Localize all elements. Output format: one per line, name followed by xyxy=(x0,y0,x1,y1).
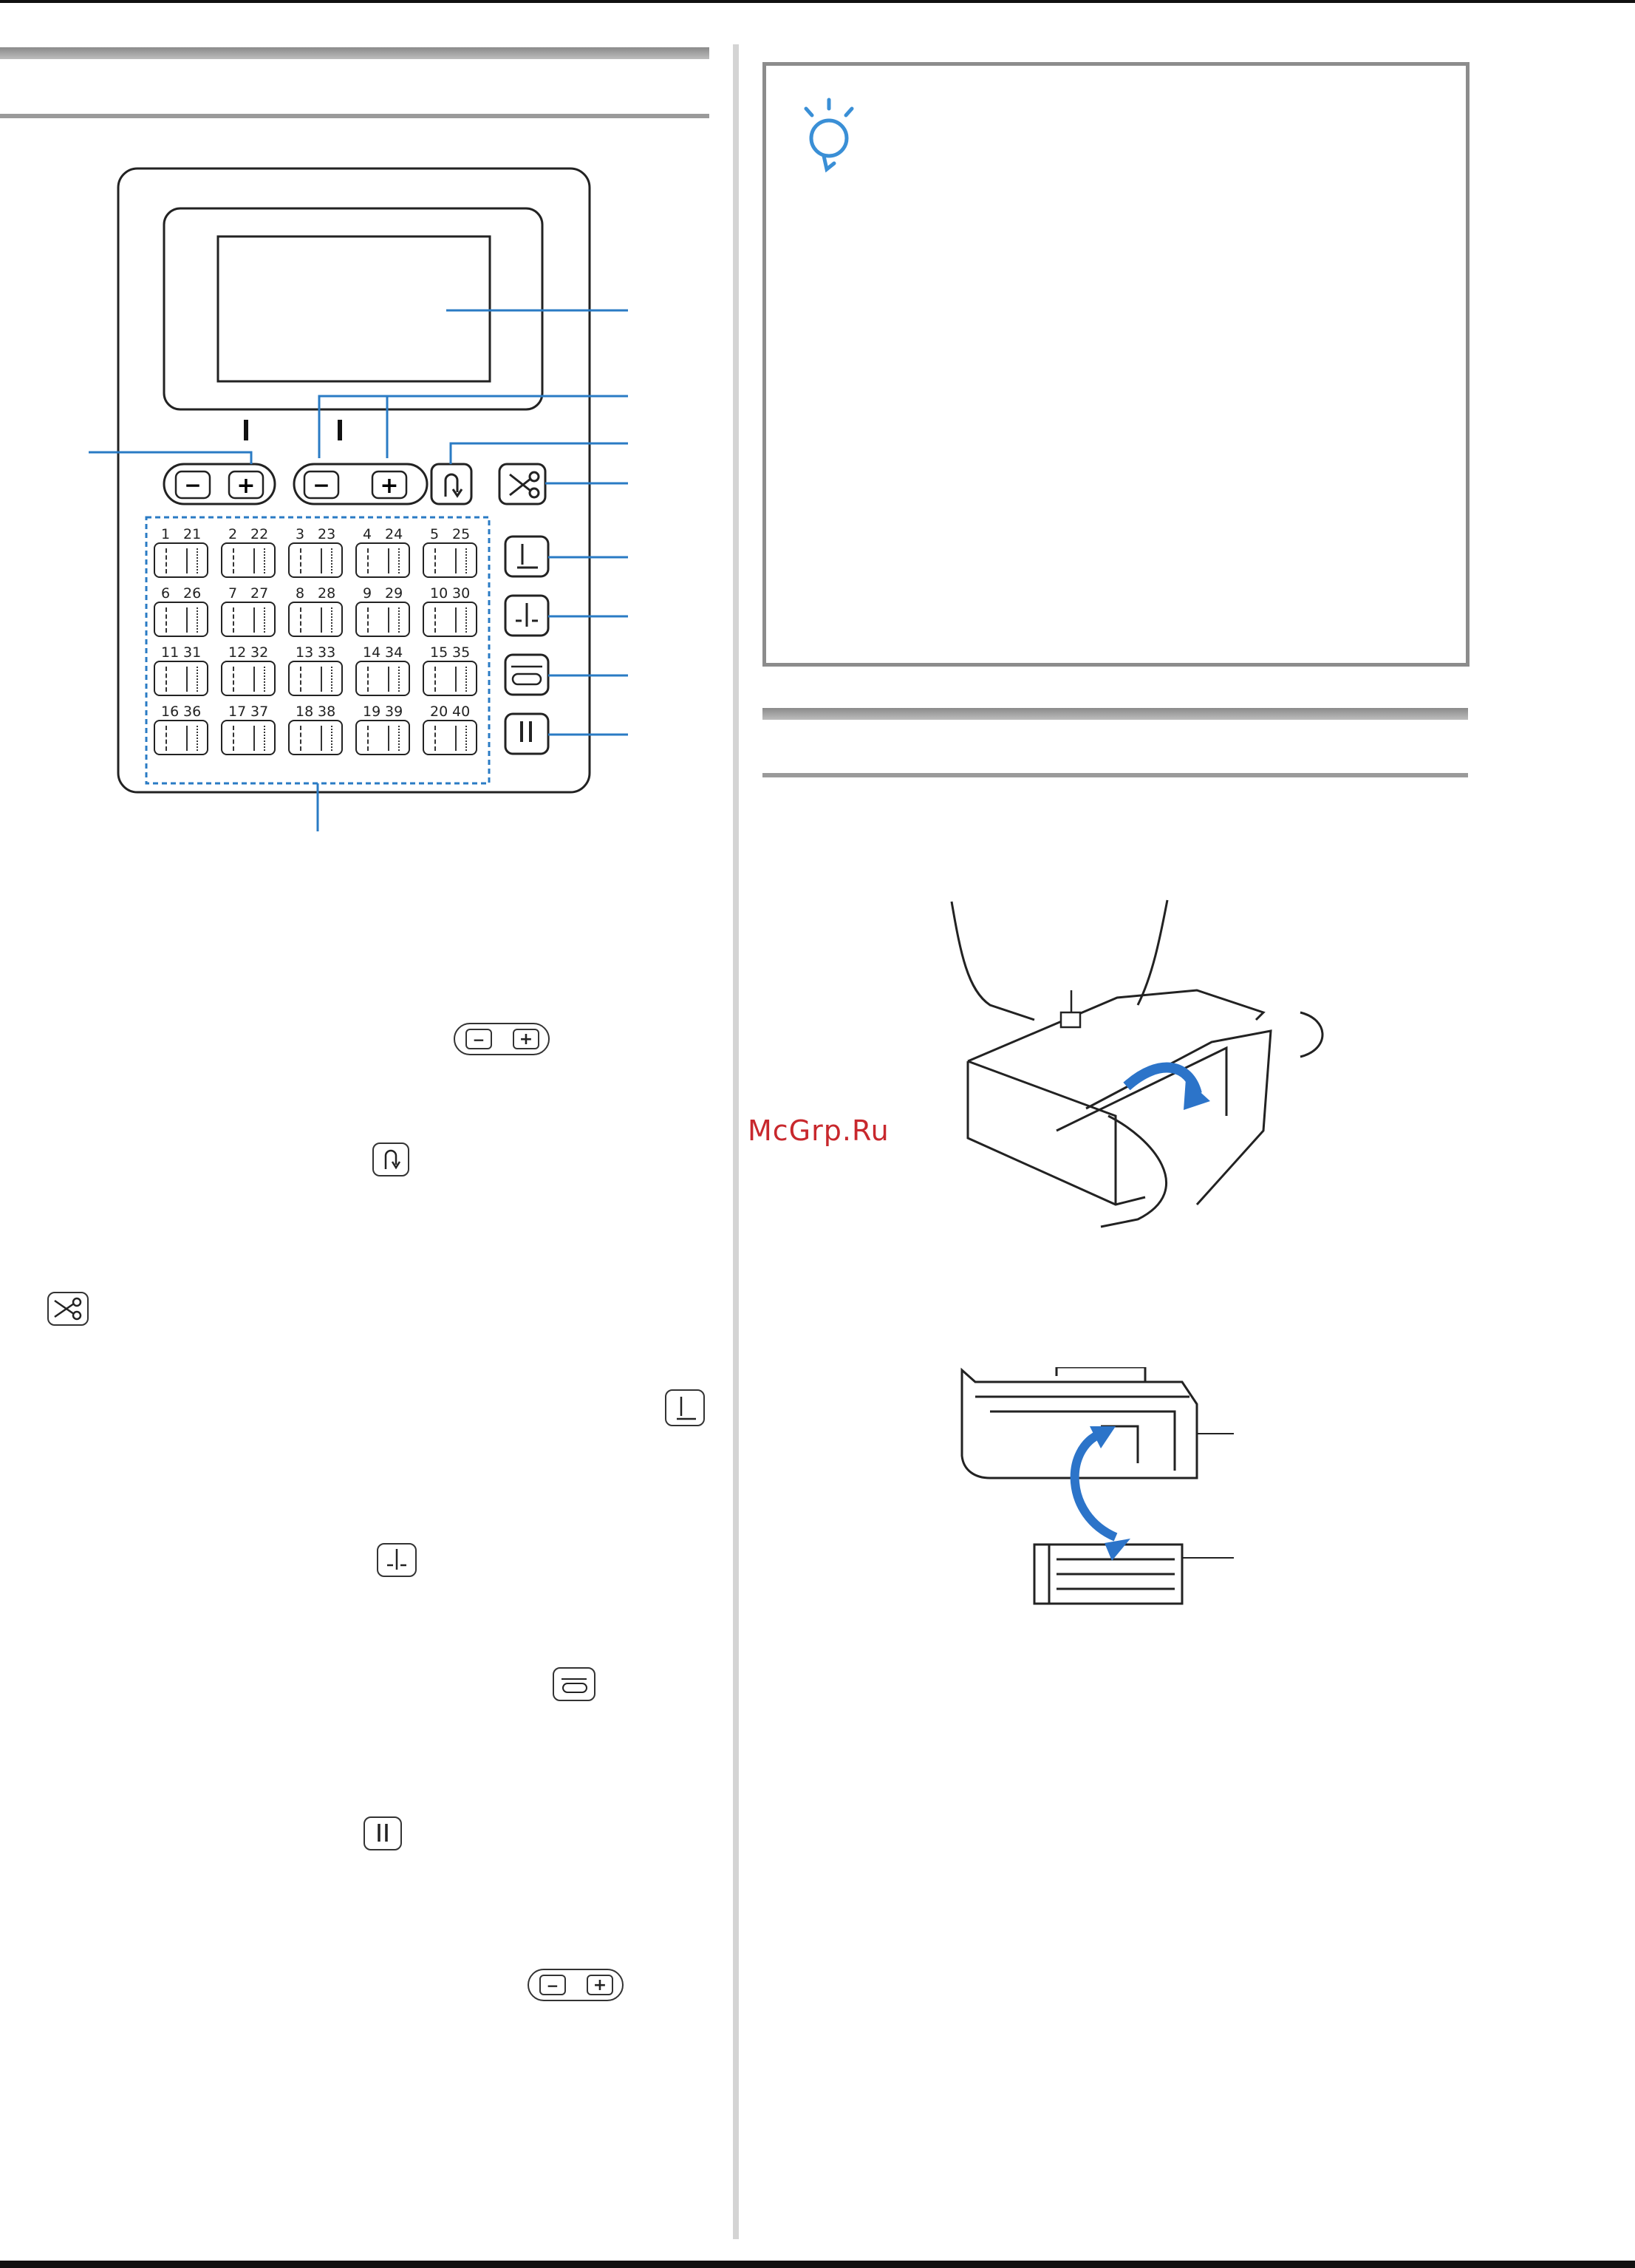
speed-plus-label: + xyxy=(236,473,256,499)
stitch-pattern-icon xyxy=(455,667,467,692)
width-minus-label: − xyxy=(313,473,330,497)
note-lightbulb-icon xyxy=(796,95,862,177)
inline-presser-foot-icon xyxy=(665,1389,705,1426)
stitch-number: 6 xyxy=(161,585,171,602)
stitch-pattern-icon xyxy=(165,548,174,573)
stitch-pattern-icon xyxy=(233,726,242,751)
inline-minus-plus-pill-2 xyxy=(528,1969,624,2001)
inline-reverse-stitch-icon xyxy=(372,1142,409,1176)
stitch-pattern-icon xyxy=(434,726,443,751)
stitch-number: 17 xyxy=(228,704,247,720)
width-indicator-mark xyxy=(338,420,342,440)
inline-scissors-icon xyxy=(47,1292,89,1326)
stitch-pattern-icon xyxy=(165,667,174,692)
stitch-button-frame xyxy=(423,720,477,755)
stitch-number: 3 xyxy=(296,526,305,542)
section-header-bar xyxy=(0,47,709,59)
stitch-number: 18 xyxy=(296,704,314,720)
stitch-button-frame xyxy=(221,602,276,637)
stitch-number-alt: 28 xyxy=(318,585,336,602)
stitch-pattern-icon xyxy=(388,607,400,633)
stitch-number-alt: 39 xyxy=(385,704,403,720)
stitch-button-2[interactable] xyxy=(221,526,279,579)
section-header-rule xyxy=(0,114,709,118)
stitch-pattern-icon xyxy=(253,726,265,751)
stitch-pattern-icon xyxy=(455,607,467,633)
stitch-pattern-icon xyxy=(388,726,400,751)
stitch-number-alt: 23 xyxy=(318,526,336,542)
stitch-pattern-icon xyxy=(321,726,332,751)
stitch-number-alt: 27 xyxy=(250,585,269,602)
stitch-number-alt: 33 xyxy=(318,644,336,661)
stitch-number: 19 xyxy=(363,704,381,720)
stitch-pattern-icon xyxy=(165,726,174,751)
stitch-number: 9 xyxy=(363,585,372,602)
stitch-button-1[interactable] xyxy=(154,526,211,579)
stitch-button-3[interactable] xyxy=(288,526,346,579)
stitch-pattern-icon xyxy=(165,607,174,633)
stitch-number-alt: 22 xyxy=(250,526,269,542)
stitch-number-alt: 29 xyxy=(385,585,403,602)
inline-needle-position-icon xyxy=(377,1543,417,1577)
stitch-button-14[interactable] xyxy=(355,644,413,698)
stitch-button-17[interactable] xyxy=(221,704,279,757)
stitch-button-frame xyxy=(423,542,477,578)
stitch-button-8[interactable] xyxy=(288,585,346,638)
page-top-rule xyxy=(0,0,1635,3)
stitch-pattern-icon xyxy=(367,607,376,633)
stitch-button-frame xyxy=(288,602,343,637)
stitch-number: 5 xyxy=(430,526,440,542)
stitch-pattern-icon xyxy=(300,548,309,573)
stitch-number: 10 xyxy=(430,585,448,602)
stitch-pattern-icon xyxy=(434,667,443,692)
stitch-pattern-icon xyxy=(186,548,198,573)
stitch-pattern-icon xyxy=(455,548,467,573)
stitch-button-frame xyxy=(423,661,477,696)
watermark: McGrp.Ru xyxy=(748,1114,890,1147)
width-plus-label: + xyxy=(380,473,399,499)
speed-minus-label: − xyxy=(184,473,202,497)
stitch-button-frame xyxy=(154,661,208,696)
section-header-bar-2 xyxy=(762,708,1468,720)
stitch-number-alt: 40 xyxy=(452,704,471,720)
stitch-pattern-icon xyxy=(321,667,332,692)
stitch-button-19[interactable] xyxy=(355,704,413,757)
stitch-button-4[interactable] xyxy=(355,526,413,579)
stitch-number-alt: 21 xyxy=(183,526,202,542)
stitch-pattern-icon xyxy=(300,726,309,751)
stitch-number: 20 xyxy=(430,704,448,720)
stitch-button-frame xyxy=(355,542,410,578)
stitch-pattern-icon xyxy=(233,548,242,573)
stitch-pattern-icon xyxy=(321,548,332,573)
stitch-button-11[interactable] xyxy=(154,644,211,698)
stitch-button-18[interactable] xyxy=(288,704,346,757)
stitch-button-frame xyxy=(154,602,208,637)
stitch-button-12[interactable] xyxy=(221,644,279,698)
stitch-button-frame xyxy=(355,661,410,696)
inline-twin-needle-icon xyxy=(363,1816,402,1850)
stitch-pattern-icon xyxy=(321,607,332,633)
stitch-pattern-icon xyxy=(186,667,198,692)
stitch-number: 4 xyxy=(363,526,372,542)
stitch-pattern-icon xyxy=(367,667,376,692)
stitch-number-alt: 36 xyxy=(183,704,202,720)
stitch-button-frame xyxy=(288,720,343,755)
presser-foot-detail xyxy=(1061,990,1080,1027)
stitch-button-10[interactable] xyxy=(423,585,480,638)
stitch-button-9[interactable] xyxy=(355,585,413,638)
stitch-number: 11 xyxy=(161,644,180,661)
speed-indicator-mark xyxy=(244,420,248,440)
stitch-pattern-icon xyxy=(388,548,400,573)
stitch-pattern-icon xyxy=(300,667,309,692)
stitch-number-alt: 24 xyxy=(385,526,403,542)
stitch-pattern-icon xyxy=(367,548,376,573)
stitch-pattern-icon xyxy=(388,667,400,692)
inline-reinforcement-icon xyxy=(553,1667,595,1701)
stitch-number: 8 xyxy=(296,585,305,602)
stitch-button-frame xyxy=(288,542,343,578)
stitch-pattern-icon xyxy=(300,607,309,633)
stitch-pattern-icon xyxy=(233,607,242,633)
stitch-number-alt: 38 xyxy=(318,704,336,720)
page-bottom-rule xyxy=(0,2261,1635,2268)
stitch-grid-buttons xyxy=(154,526,494,763)
stitch-number-alt: 26 xyxy=(183,585,202,602)
stitch-pattern-icon xyxy=(434,607,443,633)
stitch-button-16[interactable] xyxy=(154,704,211,757)
stitch-number-alt: 37 xyxy=(250,704,269,720)
stitch-number-alt: 35 xyxy=(452,644,471,661)
stitch-button-frame xyxy=(355,720,410,755)
stitch-button-frame xyxy=(221,720,276,755)
twin-needle-button xyxy=(505,714,548,754)
column-divider xyxy=(733,44,739,2239)
inline-minus: − xyxy=(465,1029,492,1049)
inline-plus: + xyxy=(513,1029,539,1049)
inline-minus-2: − xyxy=(539,1975,566,1995)
stitch-number: 12 xyxy=(228,644,247,661)
accessory-compartment-illustration xyxy=(953,1367,1263,1618)
stitch-number-alt: 25 xyxy=(452,526,471,542)
stitch-button-frame xyxy=(355,602,410,637)
stitch-number: 15 xyxy=(430,644,448,661)
flatbed-attachment-illustration xyxy=(916,894,1330,1249)
stitch-number: 1 xyxy=(161,526,171,542)
stitch-pattern-icon xyxy=(253,548,265,573)
stitch-button-frame xyxy=(288,661,343,696)
stitch-pattern-icon xyxy=(434,548,443,573)
stitch-button-20[interactable] xyxy=(423,704,480,757)
inline-plus-2: + xyxy=(587,1975,613,1995)
stitch-number: 7 xyxy=(228,585,238,602)
stitch-number-alt: 32 xyxy=(250,644,269,661)
stitch-pattern-icon xyxy=(367,726,376,751)
stitch-button-frame xyxy=(423,602,477,637)
stitch-button-15[interactable] xyxy=(423,644,480,698)
stitch-button-7[interactable] xyxy=(221,585,279,638)
stitch-pattern-icon xyxy=(253,667,265,692)
stitch-pattern-icon xyxy=(233,667,242,692)
stitch-number: 2 xyxy=(228,526,238,542)
stitch-number: 16 xyxy=(161,704,180,720)
stitch-number: 13 xyxy=(296,644,314,661)
stitch-button-frame xyxy=(154,720,208,755)
stitch-button-frame xyxy=(221,661,276,696)
reverse-stitch-button xyxy=(431,464,471,504)
stitch-pattern-icon xyxy=(186,607,198,633)
stitch-pattern-icon xyxy=(455,726,467,751)
stitch-number: 14 xyxy=(363,644,381,661)
arrow-curve-2 xyxy=(1075,1434,1116,1537)
stitch-button-frame xyxy=(221,542,276,578)
inline-minus-plus-pill xyxy=(454,1023,550,1055)
note-box xyxy=(762,62,1470,667)
stitch-pattern-icon xyxy=(186,726,198,751)
stitch-button-6[interactable] xyxy=(154,585,211,638)
stitch-button-5[interactable] xyxy=(423,526,480,579)
arrow-head-down xyxy=(1105,1539,1130,1561)
stitch-number-alt: 34 xyxy=(385,644,403,661)
stitch-button-13[interactable] xyxy=(288,644,346,698)
stitch-button-frame xyxy=(154,542,208,578)
stitch-number-alt: 30 xyxy=(452,585,471,602)
lcd-screen xyxy=(218,236,490,381)
stitch-pattern-icon xyxy=(253,607,265,633)
presser-foot-button xyxy=(505,537,548,576)
stitch-number-alt: 31 xyxy=(183,644,202,661)
section-header-rule-2 xyxy=(762,773,1468,777)
